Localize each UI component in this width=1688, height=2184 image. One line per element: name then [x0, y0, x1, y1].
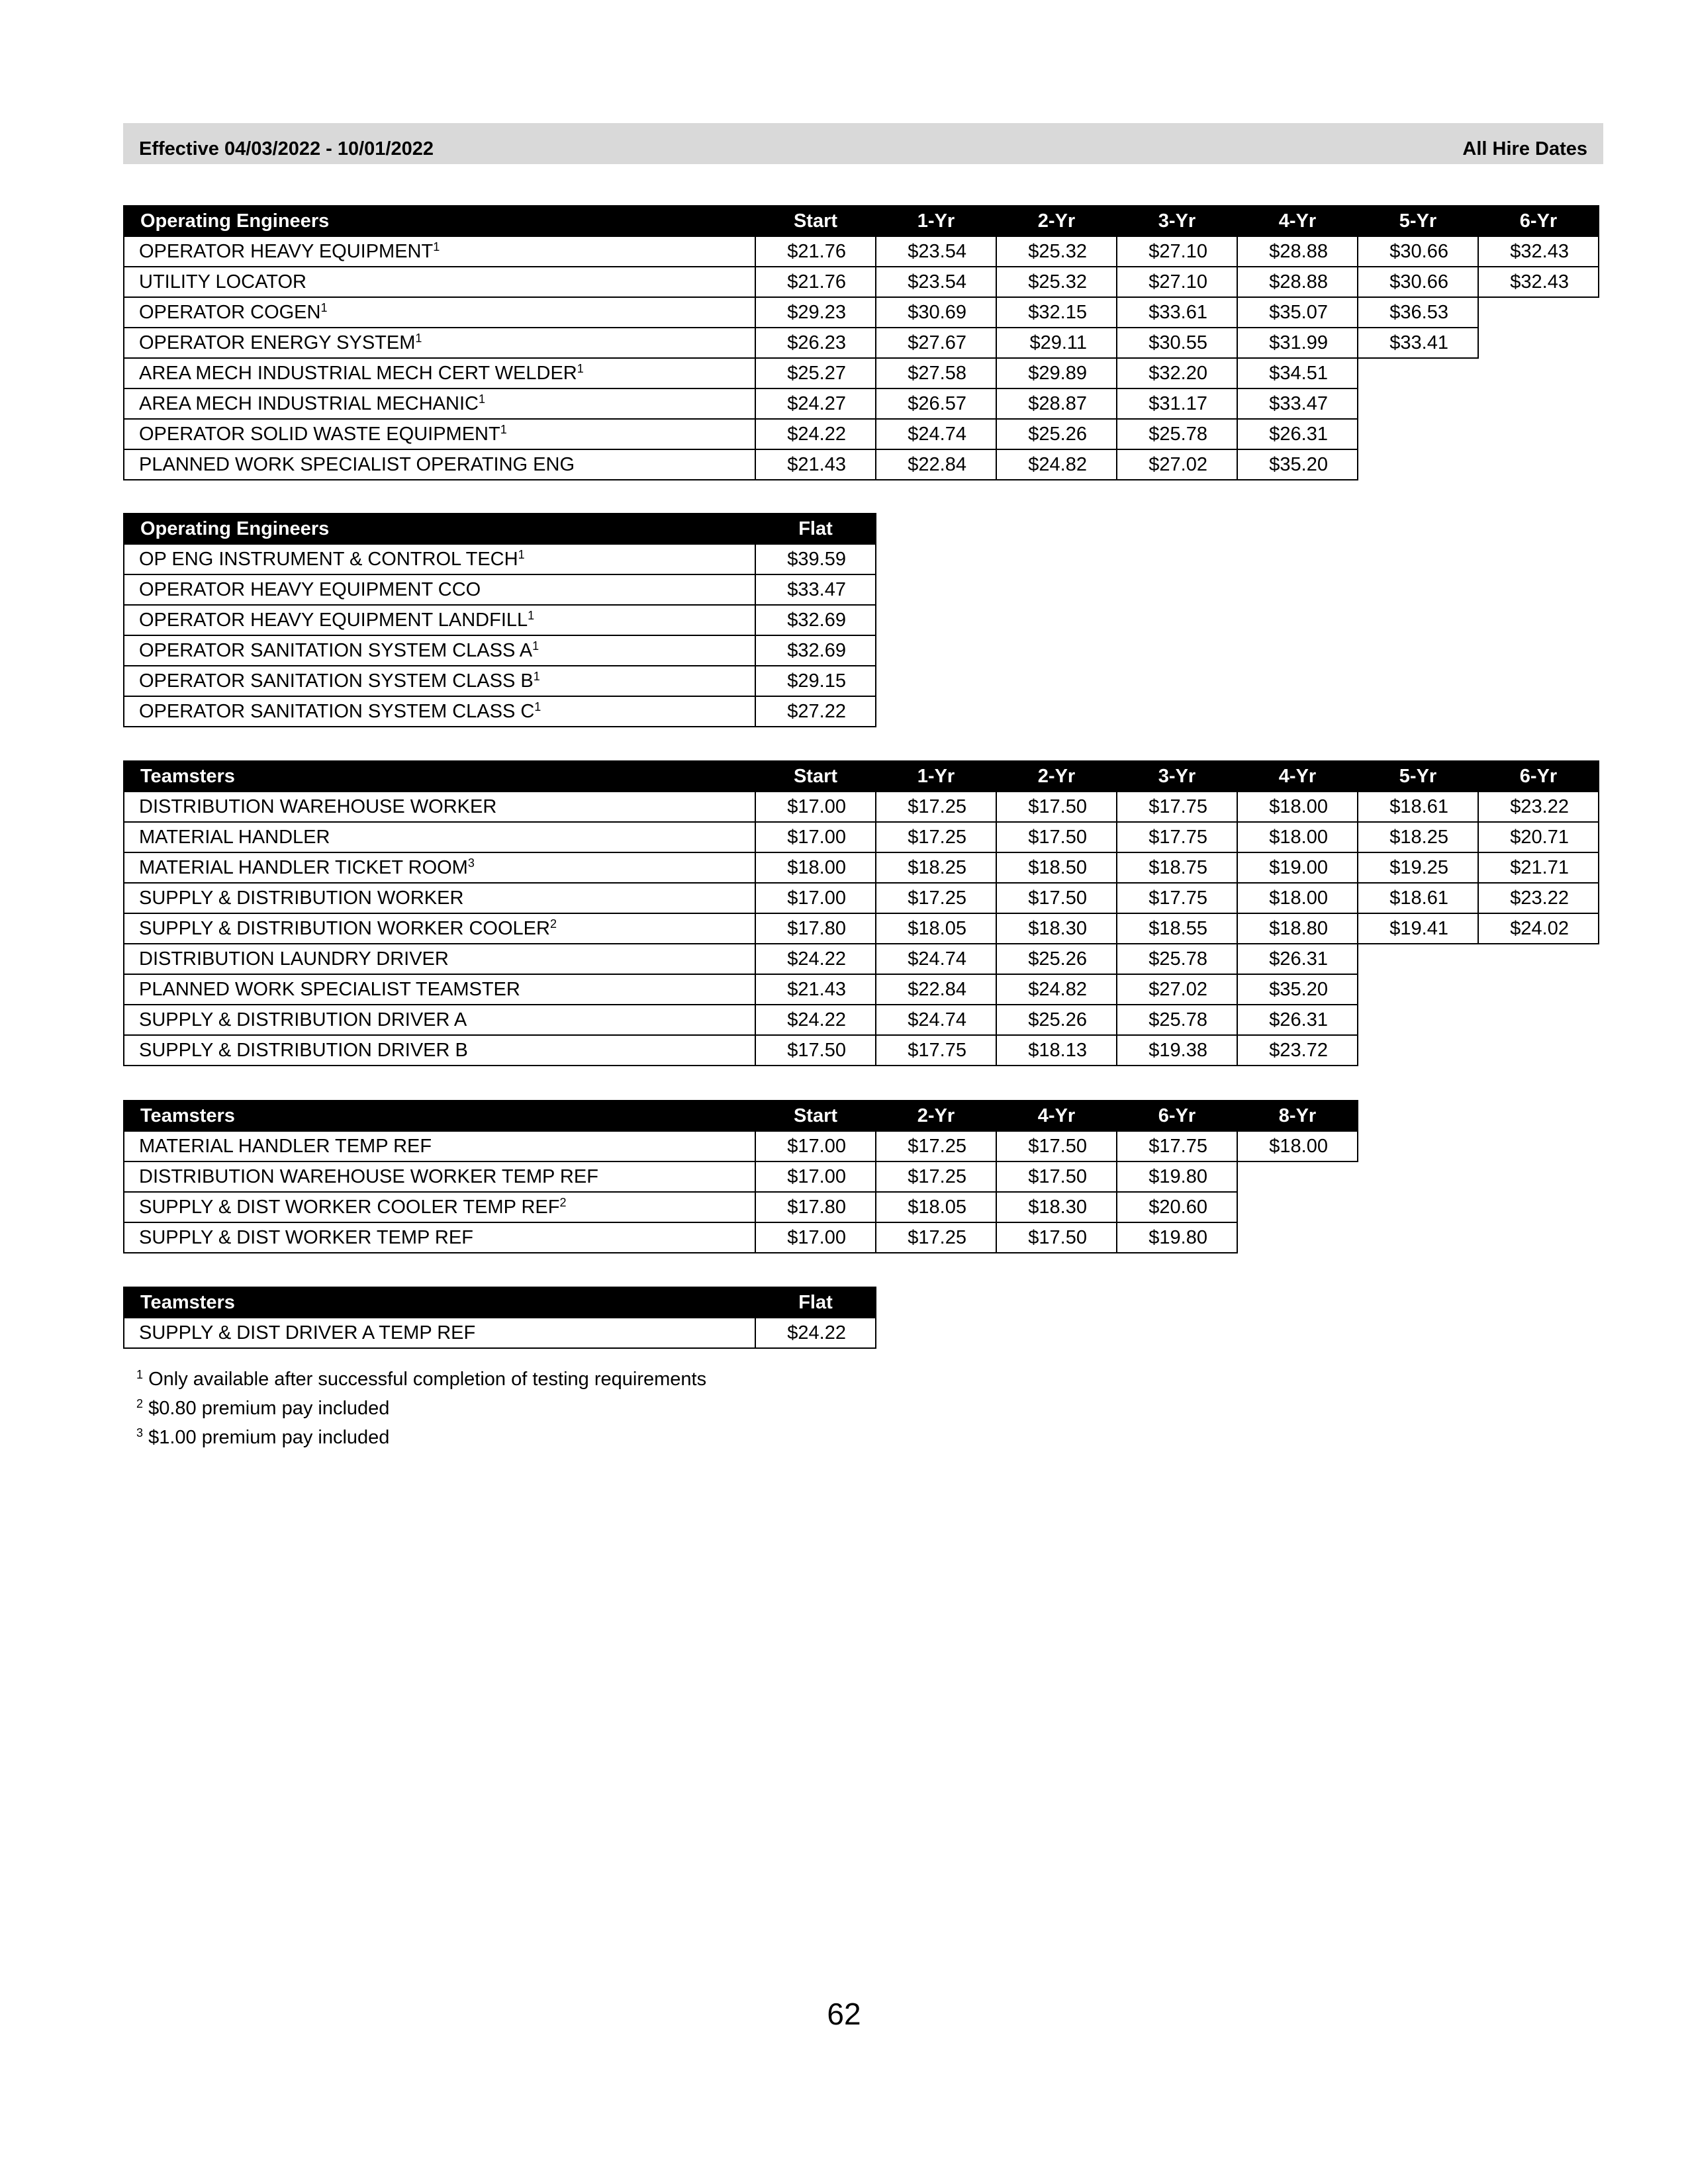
rate-cell: $26.31 — [1237, 419, 1358, 449]
rate-cell: $26.31 — [1237, 944, 1358, 974]
footnote-3: $^3$ $1.00 premium pay included — [136, 1426, 390, 1448]
rate-cell: $29.89 — [996, 358, 1117, 388]
footnote-marker: 1 — [518, 547, 525, 561]
column-header: 4-Yr — [1237, 761, 1358, 792]
rate-cell: $30.66 — [1358, 236, 1478, 267]
table-row — [124, 696, 876, 727]
rate-cell: $18.80 — [1237, 913, 1358, 944]
footnote-marker: 1 — [500, 422, 507, 436]
rate-cell: $32.15 — [996, 297, 1117, 328]
rate-cell: $22.84 — [876, 974, 996, 1005]
job-title-cell — [124, 792, 755, 822]
table-header-row — [124, 1101, 1358, 1131]
rate-cell: $32.69 — [755, 635, 876, 666]
column-header: 6-Yr — [1478, 206, 1599, 236]
rate-cell: $17.25 — [876, 883, 996, 913]
rate-cell: $24.82 — [996, 974, 1117, 1005]
empty-cell — [1358, 388, 1478, 419]
column-header: Flat — [755, 1287, 876, 1318]
table-header-row — [124, 206, 1599, 236]
rate-cell: $21.76 — [755, 236, 876, 267]
table-row — [124, 974, 1599, 1005]
job-title: SUPPLY & DIST DRIVER A TEMP REF — [139, 1322, 476, 1343]
job-title-cell — [124, 1131, 755, 1161]
rate-cell: $28.88 — [1237, 236, 1358, 267]
job-title-cell — [124, 883, 755, 913]
rate-cell: $18.30 — [996, 1192, 1117, 1222]
column-header: Start — [755, 761, 876, 792]
rate-cell: $18.05 — [876, 1192, 996, 1222]
table-title: Teamsters — [124, 1287, 755, 1318]
job-title-cell — [124, 974, 755, 1005]
table-header-row — [124, 1287, 876, 1318]
job-title: SUPPLY & DIST WORKER TEMP REF — [139, 1226, 473, 1248]
job-title-cell — [124, 1035, 755, 1066]
job-title-cell — [124, 666, 755, 696]
empty-cell — [1237, 1192, 1358, 1222]
table-row — [124, 544, 876, 574]
rate-cell: $24.74 — [876, 419, 996, 449]
rate-cell: $21.43 — [755, 449, 876, 480]
rate-cell: $33.41 — [1358, 328, 1478, 358]
rate-cell: $19.00 — [1237, 852, 1358, 883]
footnote-marker: 1 — [433, 240, 440, 253]
rate-cell: $27.67 — [876, 328, 996, 358]
rate-cell: $17.00 — [755, 1131, 876, 1161]
rate-cell: $28.87 — [996, 388, 1117, 419]
rate-cell: $30.69 — [876, 297, 996, 328]
rate-cell: $17.25 — [876, 792, 996, 822]
footnote-marker: 1 — [415, 331, 422, 345]
rate-cell: $17.75 — [1117, 792, 1237, 822]
rate-cell: $24.27 — [755, 388, 876, 419]
rate-cell: $30.55 — [1117, 328, 1237, 358]
rate-table — [123, 1100, 1358, 1253]
empty-cell — [1478, 388, 1599, 419]
rate-cell: $35.07 — [1237, 297, 1358, 328]
table-header-row — [124, 514, 876, 544]
effective-banner — [123, 123, 1603, 164]
rate-cell: $27.10 — [1117, 236, 1237, 267]
rate-cell: $39.59 — [755, 544, 876, 574]
job-title-cell — [124, 574, 755, 605]
table-title: Operating Engineers — [124, 206, 755, 236]
empty-cell — [1478, 1005, 1599, 1035]
job-title: PLANNED WORK SPECIALIST TEAMSTER — [139, 978, 520, 1000]
column-header: 1-Yr — [876, 761, 996, 792]
column-header: 2-Yr — [996, 206, 1117, 236]
table-row — [124, 328, 1599, 358]
column-header: 6-Yr — [1117, 1101, 1237, 1131]
rate-cell: $18.00 — [1237, 1131, 1358, 1161]
job-title-cell — [124, 544, 755, 574]
rate-cell: $36.53 — [1358, 297, 1478, 328]
rate-cell: $21.71 — [1478, 852, 1599, 883]
rate-cell: $18.30 — [996, 913, 1117, 944]
table-row — [124, 852, 1599, 883]
rate-cell: $24.74 — [876, 1005, 996, 1035]
table-row — [124, 666, 876, 696]
job-title-cell — [124, 944, 755, 974]
job-title: MATERIAL HANDLER TICKET ROOM — [139, 856, 468, 878]
rate-cell: $33.47 — [755, 574, 876, 605]
empty-cell — [1237, 1222, 1358, 1253]
footnote-marker: 2 — [549, 917, 557, 931]
job-title: OPERATOR HEAVY EQUIPMENT LANDFILL — [139, 609, 528, 631]
rate-cell: $17.00 — [755, 792, 876, 822]
job-title: SUPPLY & DISTRIBUTION DRIVER B — [139, 1039, 468, 1061]
footnote-marker: 3 — [467, 856, 475, 870]
rate-cell: $24.22 — [755, 944, 876, 974]
rate-table — [123, 1287, 876, 1349]
rate-cell: $17.75 — [876, 1035, 996, 1066]
rate-cell: $25.27 — [755, 358, 876, 388]
job-title-cell — [124, 852, 755, 883]
column-header: 5-Yr — [1358, 206, 1478, 236]
rate-cell: $20.60 — [1117, 1192, 1237, 1222]
footnote-marker: 1 — [533, 669, 540, 683]
job-title: DISTRIBUTION LAUNDRY DRIVER — [139, 948, 449, 970]
rate-cell: $33.61 — [1117, 297, 1237, 328]
rate-cell: $17.50 — [996, 792, 1117, 822]
rate-cell: $25.78 — [1117, 419, 1237, 449]
rate-cell: $25.26 — [996, 1005, 1117, 1035]
table-row — [124, 883, 1599, 913]
job-title-cell — [124, 696, 755, 727]
rate-cell: $27.02 — [1117, 449, 1237, 480]
rate-cell: $34.51 — [1237, 358, 1358, 388]
job-title: SUPPLY & DISTRIBUTION WORKER COOLER — [139, 917, 550, 939]
column-header: 4-Yr — [1237, 206, 1358, 236]
job-title: DISTRIBUTION WAREHOUSE WORKER TEMP REF — [139, 1165, 598, 1187]
empty-cell — [1478, 358, 1599, 388]
column-header: 1-Yr — [876, 206, 996, 236]
rate-cell: $26.23 — [755, 328, 876, 358]
rate-cell: $22.84 — [876, 449, 996, 480]
table-row — [124, 944, 1599, 974]
job-title: SUPPLY & DIST WORKER COOLER TEMP REF — [139, 1196, 560, 1218]
rate-cell: $24.22 — [755, 1005, 876, 1035]
empty-cell — [1358, 1035, 1478, 1066]
table-title: Teamsters — [124, 761, 755, 792]
job-title: OP ENG INSTRUMENT & CONTROL TECH — [139, 548, 518, 570]
table-row — [124, 236, 1599, 267]
empty-cell — [1478, 419, 1599, 449]
job-title-cell — [124, 388, 755, 419]
empty-cell — [1358, 944, 1478, 974]
rate-cell: $20.71 — [1478, 822, 1599, 852]
rate-cell: $31.17 — [1117, 388, 1237, 419]
rate-cell: $18.50 — [996, 852, 1117, 883]
rate-cell: $18.00 — [1237, 883, 1358, 913]
job-title: OPERATOR SANITATION SYSTEM CLASS C — [139, 700, 535, 722]
table-row — [124, 635, 876, 666]
rate-cell: $17.50 — [996, 1131, 1117, 1161]
rate-cell: $18.13 — [996, 1035, 1117, 1066]
rate-cell: $19.25 — [1358, 852, 1478, 883]
job-title: OPERATOR SANITATION SYSTEM CLASS B — [139, 670, 534, 692]
rate-cell: $32.20 — [1117, 358, 1237, 388]
rate-cell: $21.43 — [755, 974, 876, 1005]
rate-cell: $17.75 — [1117, 1131, 1237, 1161]
empty-cell — [1478, 328, 1599, 358]
rate-table — [123, 760, 1599, 1066]
page-number: 62 — [827, 1997, 861, 2031]
table-row — [124, 1222, 1358, 1253]
rate-cell: $17.75 — [1117, 883, 1237, 913]
rate-cell: $21.76 — [755, 267, 876, 297]
rate-cell: $35.20 — [1237, 974, 1358, 1005]
table-row — [124, 388, 1599, 419]
hire-dates-label: All Hire Dates — [1462, 138, 1587, 159]
table-title: Operating Engineers — [124, 514, 755, 544]
job-title-cell — [124, 328, 755, 358]
rate-cell: $25.78 — [1117, 944, 1237, 974]
rate-cell: $17.50 — [996, 822, 1117, 852]
rate-cell: $17.80 — [755, 1192, 876, 1222]
rate-cell: $17.00 — [755, 822, 876, 852]
empty-cell — [1478, 974, 1599, 1005]
footnotes — [136, 1365, 706, 1452]
rate-cell: $23.22 — [1478, 792, 1599, 822]
footnote-marker: 1 — [534, 700, 541, 713]
column-header: 4-Yr — [996, 1101, 1117, 1131]
footnote-marker: 1 — [528, 608, 535, 622]
rate-cell: $29.15 — [755, 666, 876, 696]
table-row — [124, 1005, 1599, 1035]
rate-cell: $18.25 — [1358, 822, 1478, 852]
table-row — [124, 913, 1599, 944]
rate-cell: $27.10 — [1117, 267, 1237, 297]
rate-cell: $32.69 — [755, 605, 876, 635]
rate-cell: $18.00 — [755, 852, 876, 883]
footnote-marker: 1 — [532, 639, 539, 653]
rate-cell: $23.22 — [1478, 883, 1599, 913]
job-title-cell — [124, 1192, 755, 1222]
effective-date-range: Effective 04/03/2022 - 10/01/2022 — [139, 138, 434, 159]
empty-cell — [1358, 419, 1478, 449]
table-header-row — [124, 761, 1599, 792]
rate-cell: $17.00 — [755, 1161, 876, 1192]
job-title: OPERATOR SANITATION SYSTEM CLASS A — [139, 639, 533, 661]
rate-cell: $17.00 — [755, 883, 876, 913]
rate-cell: $18.55 — [1117, 913, 1237, 944]
table-row — [124, 297, 1599, 328]
rate-cell: $18.75 — [1117, 852, 1237, 883]
footnote-1: $^1$ Only available after successful completion of testing requirements — [136, 1368, 707, 1390]
rate-cell: $19.80 — [1117, 1161, 1237, 1192]
empty-cell — [1358, 449, 1478, 480]
job-title-cell — [124, 1161, 755, 1192]
rate-cell: $23.54 — [876, 236, 996, 267]
table-row — [124, 605, 876, 635]
rate-cell: $24.02 — [1478, 913, 1599, 944]
column-header: 3-Yr — [1117, 761, 1237, 792]
job-title: OPERATOR HEAVY EQUIPMENT — [139, 240, 434, 262]
table-row — [124, 574, 876, 605]
rate-cell: $17.00 — [755, 1222, 876, 1253]
rate-cell: $19.41 — [1358, 913, 1478, 944]
rate-cell: $24.22 — [755, 419, 876, 449]
rate-cell: $28.88 — [1237, 267, 1358, 297]
job-title-cell — [124, 297, 755, 328]
rate-cell: $17.75 — [1117, 822, 1237, 852]
table-row — [124, 1131, 1358, 1161]
column-header: Flat — [755, 514, 876, 544]
empty-cell — [1478, 297, 1599, 328]
empty-cell — [1237, 1161, 1358, 1192]
empty-cell — [1478, 1035, 1599, 1066]
table-row — [124, 267, 1599, 297]
rate-cell: $24.82 — [996, 449, 1117, 480]
column-header: 5-Yr — [1358, 761, 1478, 792]
column-header: 2-Yr — [876, 1101, 996, 1131]
column-header: Start — [755, 1101, 876, 1131]
empty-cell — [1358, 1005, 1478, 1035]
rate-cell: $17.80 — [755, 913, 876, 944]
rate-cell: $33.47 — [1237, 388, 1358, 419]
footnote-marker: 1 — [320, 300, 328, 314]
rate-cell: $24.74 — [876, 944, 996, 974]
rate-cell: $18.25 — [876, 852, 996, 883]
rate-cell: $25.32 — [996, 267, 1117, 297]
column-header: Start — [755, 206, 876, 236]
rate-cell: $18.00 — [1237, 822, 1358, 852]
column-header: 6-Yr — [1478, 761, 1599, 792]
job-title: UTILITY LOCATOR — [139, 271, 306, 293]
rate-cell: $23.72 — [1237, 1035, 1358, 1066]
job-title-cell — [124, 236, 755, 267]
job-title-cell — [124, 822, 755, 852]
rate-cell: $27.22 — [755, 696, 876, 727]
table-row — [124, 449, 1599, 480]
table-row — [124, 1318, 876, 1348]
table-row — [124, 792, 1599, 822]
footnote-marker: 2 — [559, 1195, 567, 1209]
rate-cell: $26.31 — [1237, 1005, 1358, 1035]
rate-cell: $19.80 — [1117, 1222, 1237, 1253]
table-row — [124, 419, 1599, 449]
rate-cell: $25.78 — [1117, 1005, 1237, 1035]
rate-cell: $27.58 — [876, 358, 996, 388]
job-title: AREA MECH INDUSTRIAL MECHANIC — [139, 392, 479, 414]
rate-table — [123, 513, 876, 727]
rate-cell: $23.54 — [876, 267, 996, 297]
table-row — [124, 1161, 1358, 1192]
rate-cell: $26.57 — [876, 388, 996, 419]
rate-cell: $31.99 — [1237, 328, 1358, 358]
table-title: Teamsters — [124, 1101, 755, 1131]
rate-cell: $25.32 — [996, 236, 1117, 267]
rate-cell: $32.43 — [1478, 267, 1599, 297]
rate-cell: $29.11 — [996, 328, 1117, 358]
rate-cell: $30.66 — [1358, 267, 1478, 297]
rate-cell: $17.50 — [996, 1222, 1117, 1253]
job-title: PLANNED WORK SPECIALIST OPERATING ENG — [139, 453, 575, 475]
job-title-cell — [124, 1222, 755, 1253]
job-title-cell — [124, 635, 755, 666]
empty-cell — [1358, 358, 1478, 388]
rate-cell: $17.50 — [996, 883, 1117, 913]
job-title: OPERATOR SOLID WASTE EQUIPMENT — [139, 423, 500, 445]
job-title-cell — [124, 1318, 755, 1348]
table-row — [124, 1035, 1599, 1066]
job-title: AREA MECH INDUSTRIAL MECH CERT WELDER — [139, 362, 577, 384]
rate-cell: $17.25 — [876, 1222, 996, 1253]
rate-cell: $32.43 — [1478, 236, 1599, 267]
table-row — [124, 1192, 1358, 1222]
footnote-2: $^2$ $0.80 premium pay included — [136, 1397, 390, 1419]
job-title: MATERIAL HANDLER TEMP REF — [139, 1135, 432, 1157]
column-header: 3-Yr — [1117, 206, 1237, 236]
job-title-cell — [124, 419, 755, 449]
job-title: SUPPLY & DISTRIBUTION WORKER — [139, 887, 464, 909]
rate-cell: $18.61 — [1358, 883, 1478, 913]
rate-table — [123, 205, 1599, 480]
job-title: MATERIAL HANDLER — [139, 826, 330, 848]
table-row — [124, 358, 1599, 388]
rate-cell: $17.25 — [876, 822, 996, 852]
job-title-cell — [124, 449, 755, 480]
job-title-cell — [124, 1005, 755, 1035]
rate-cell: $18.00 — [1237, 792, 1358, 822]
rate-cell: $25.26 — [996, 944, 1117, 974]
rate-cell: $24.22 — [755, 1318, 876, 1348]
job-title: SUPPLY & DISTRIBUTION DRIVER A — [139, 1009, 467, 1030]
rate-cell: $17.25 — [876, 1131, 996, 1161]
table-row — [124, 822, 1599, 852]
rate-cell: $18.61 — [1358, 792, 1478, 822]
column-header: 2-Yr — [996, 761, 1117, 792]
rate-cell: $29.23 — [755, 297, 876, 328]
footnote-marker: 1 — [478, 392, 485, 406]
empty-cell — [1478, 944, 1599, 974]
job-title: OPERATOR ENERGY SYSTEM — [139, 332, 416, 353]
rate-cell: $19.38 — [1117, 1035, 1237, 1066]
column-header: 8-Yr — [1237, 1101, 1358, 1131]
rate-cell: $17.50 — [755, 1035, 876, 1066]
rate-cell: $17.50 — [996, 1161, 1117, 1192]
empty-cell — [1478, 449, 1599, 480]
job-title: DISTRIBUTION WAREHOUSE WORKER — [139, 796, 497, 817]
rate-cell: $27.02 — [1117, 974, 1237, 1005]
job-title-cell — [124, 267, 755, 297]
job-title-cell — [124, 605, 755, 635]
rate-cell: $18.05 — [876, 913, 996, 944]
job-title: OPERATOR COGEN — [139, 301, 321, 323]
job-title-cell — [124, 913, 755, 944]
footnote-marker: 1 — [577, 361, 584, 375]
rate-cell: $25.26 — [996, 419, 1117, 449]
empty-cell — [1358, 974, 1478, 1005]
rate-cell: $17.25 — [876, 1161, 996, 1192]
job-title: OPERATOR HEAVY EQUIPMENT CCO — [139, 578, 481, 600]
job-title-cell — [124, 358, 755, 388]
rate-cell: $35.20 — [1237, 449, 1358, 480]
